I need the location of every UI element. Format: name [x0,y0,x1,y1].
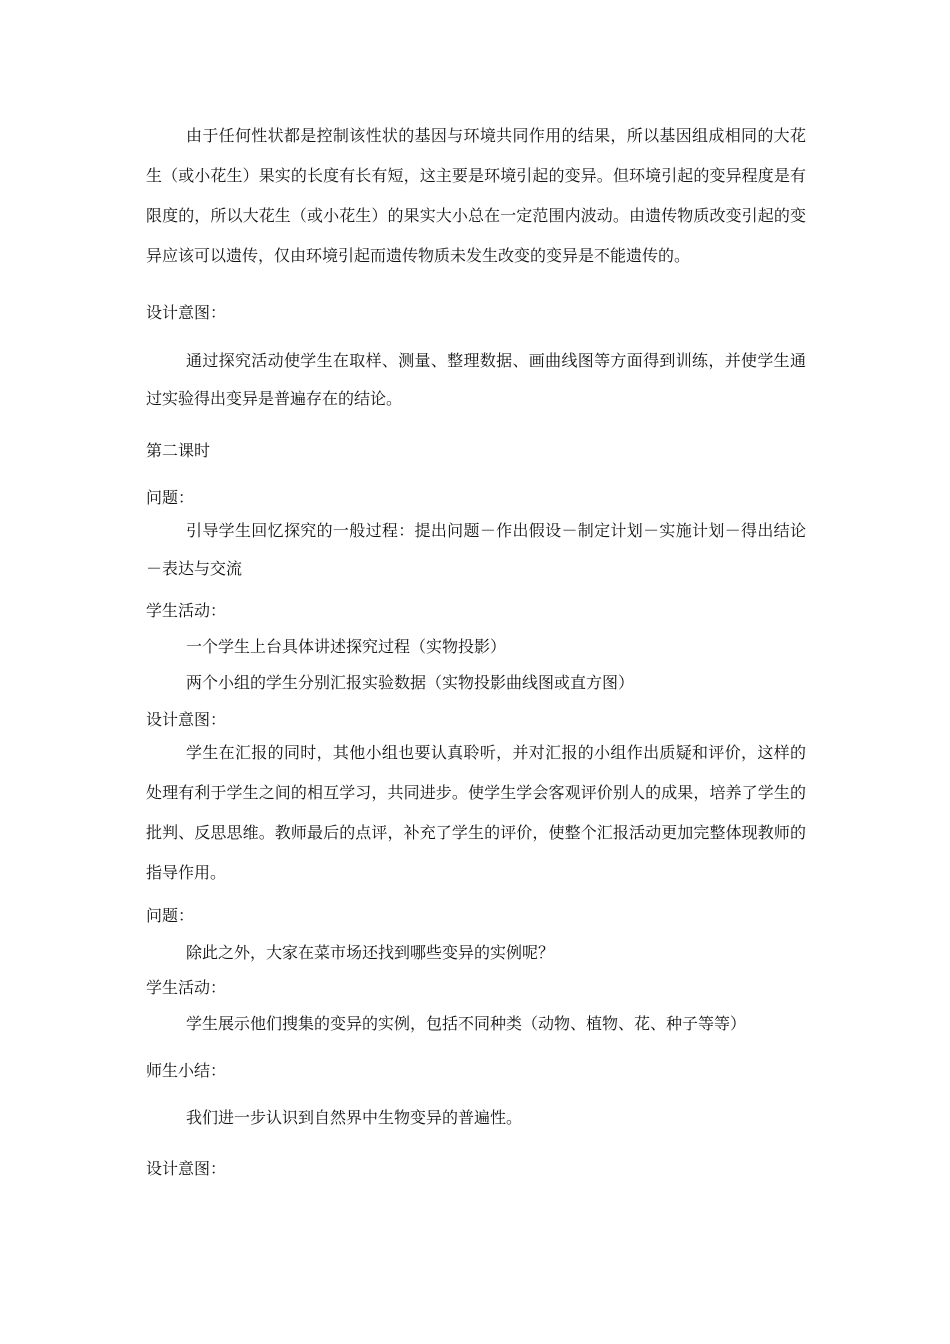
activity-item: 一个学生上台具体讲述探究过程（实物投影） [186,637,507,656]
paragraph-inquiry-process: 引导学生回忆探究的一般过程：提出问题－作出假设－制定计划－实施计划－得出结论－表达与交流 [146,521,806,578]
heading-question: 问题： [146,488,195,507]
heading-second-lesson: 第二课时 [146,441,211,460]
heading-design-intent: 设计意图： [146,710,227,729]
paragraph-design-intent: 学生在汇报的同时，其他小组也要认真聆听，并对汇报的小组作出质疑和评价，这样的处理有利于学生之间的相互学习，共同进步。使学生学会客观评价别人的成果，培养了学生的批判、反思思维。教师最后的点评，补充了学生的评价，使整个汇报活动更加完整体现教师的指导作用。 [146,743,806,882]
activity-item: 学生展示他们搜集的变异的实例，包括不同种类（动物、植物、花、种子等等） [186,1014,747,1033]
paragraph-variation-explanation: 由于任何性状都是控制该性状的基因与环境共同作用的结果，所以基因组成相同的大花生（或小花生）果实的长度有长有短，这主要是环境引起的变异。但环境引起的变异程度是有限度的，所以大花生（或小花生）的果实大小总在一定范围内波动。由遗传物质改变引起的变异应该可以遗传，仅由环境引起而遗传物质未发生改变的变异是不能遗传的。 [146,126,806,265]
question-item: 除此之外，大家在菜市场还找到哪些变异的实例呢？ [186,943,555,962]
heading-question: 问题： [146,906,195,925]
heading-summary: 师生小结： [146,1061,227,1080]
heading-design-intent: 设计意图： [146,303,227,322]
heading-student-activity: 学生活动： [146,601,227,620]
heading-design-intent: 设计意图： [146,1159,227,1178]
paragraph-design-intent: 通过探究活动使学生在取样、测量、整理数据、画曲线图等方面得到训练，并使学生通过实验得出变异是普遍存在的结论。 [146,351,806,408]
heading-student-activity: 学生活动： [146,978,227,997]
summary-item: 我们进一步认识到自然界中生物变异的普遍性。 [186,1108,523,1127]
activity-item: 两个小组的学生分别汇报实验数据（实物投影曲线图或直方图） [186,673,635,692]
